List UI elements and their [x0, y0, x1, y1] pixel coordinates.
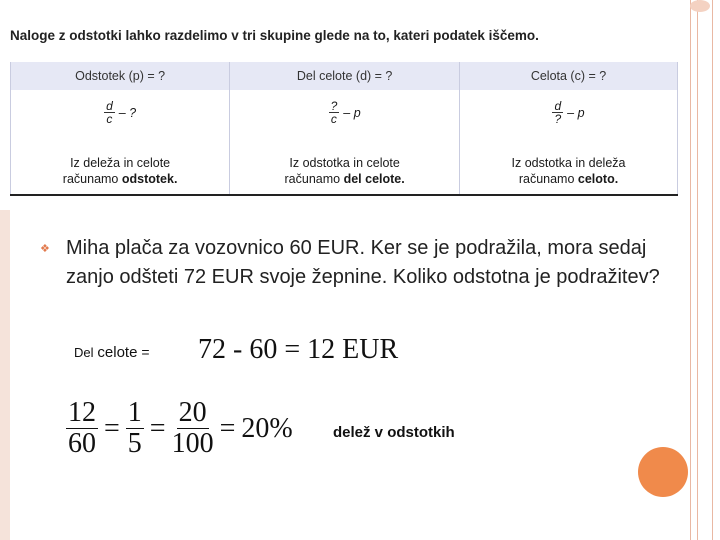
equation-ratio: $\frac{12}{60}$ = $\frac{1}{5}$ = $\frac{20}{100}$ = 20%: [68, 397, 293, 459]
frame-line-right: [712, 0, 713, 540]
top-decor: [690, 0, 710, 12]
problem-text: Miha plača za vozovnico 60 EUR. Ker se je podražila, mora sedaj zanjo odšteti 72 EUR svoje žepnine. Koliko odstotna je podražitev?: [66, 237, 660, 288]
cell-whole: [460, 90, 678, 195]
orange-circle-decor: [638, 447, 688, 497]
desc-percent: Iz deleža in celote računamo odstotek.: [62, 156, 178, 186]
formula-percent: d c – ?: [106, 99, 137, 126]
bullet-icon: ❖: [40, 243, 50, 255]
cell-part: [230, 90, 460, 195]
left-decor-bar: [0, 210, 10, 540]
cell-percent: [11, 90, 230, 195]
header-whole: Celota (c) = ?: [460, 62, 678, 90]
table-header-row: [11, 62, 678, 90]
table-row: [11, 90, 678, 195]
part-of-whole-label: Del celote =: [74, 344, 150, 361]
formula-part: ? c – p: [330, 99, 361, 126]
frame-line-left: [690, 0, 691, 540]
fraction-1-5: $\frac{1}{5}$: [127, 397, 142, 459]
result-percent: 20%: [241, 412, 293, 444]
fraction-12-60: $\frac{12}{60}$: [68, 397, 96, 459]
share-label: delež v odstotkih: [333, 424, 455, 441]
equation-difference: 72 - 60 = 12 EUR: [198, 334, 399, 365]
formula-whole: d ? – p: [554, 99, 585, 126]
header-part: Del celote (d) = ?: [230, 62, 460, 90]
fraction-20-100: $\frac{20}{100}$: [171, 397, 214, 459]
desc-whole: Iz odstotka in deleža računamo celoto.: [511, 156, 626, 186]
header-percent: Odstotek (p) = ?: [11, 62, 230, 90]
frame-line-mid: [697, 0, 698, 540]
intro-text: Naloge z odstotki lahko razdelimo v tri skupine glede na to, kateri podatek iščemo.: [10, 28, 539, 43]
desc-part: Iz odstotka in celote računamo del celote.: [284, 156, 405, 186]
percent-types-table: [10, 62, 678, 196]
